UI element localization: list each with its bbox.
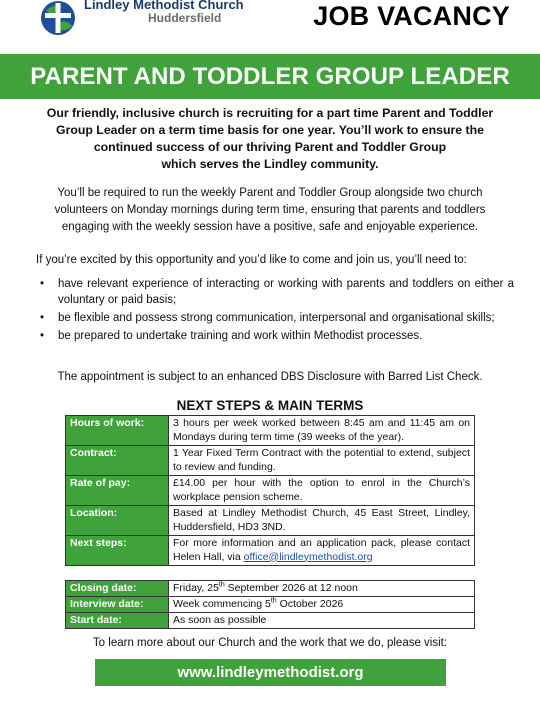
- interview-date-value: [169, 597, 475, 613]
- visit-prompt: To learn more about our Church and the work that we do, please visit:: [92, 637, 448, 649]
- requirement-text: have relevant experience of interacting or working with parents and toddlers on either a voluntary or paid basis;: [58, 278, 514, 306]
- dbs-note: The appointment is subject to an enhanced DBS Disclosure with Barred List Check.: [57, 371, 483, 383]
- intro-line: which serves the Lindley community.: [161, 157, 379, 171]
- list-item: [40, 276, 514, 308]
- page-heading: JOB VACANCY: [313, 1, 510, 31]
- intro-line: continued success of our thriving Parent and Toddler Group: [93, 140, 447, 154]
- email-link[interactable]: office@lindleymethodist.org: [243, 550, 373, 563]
- description-line: engaging with the weekly session have a positive, safe and enjoyable experience.: [61, 221, 479, 233]
- section-heading: NEXT STEPS & MAIN TERMS: [176, 398, 364, 413]
- list-item: [40, 310, 514, 326]
- terms-table: [65, 415, 475, 566]
- bullet-icon: •: [40, 330, 45, 342]
- job-title-banner: PARENT AND TODDLER GROUP LEADER: [0, 54, 540, 99]
- start-date-value: As soon as possible: [169, 613, 475, 629]
- bullet-icon: •: [40, 312, 45, 324]
- table-row: [66, 476, 475, 506]
- requirement-text: be flexible and possess strong communication, interpersonal and organisational skills;: [58, 312, 495, 324]
- interview-date-label: Interview date:: [66, 597, 169, 613]
- table-row: [66, 506, 475, 536]
- next-steps-text: For more information and an application pack, please contact Helen Hall, via: [173, 537, 470, 563]
- term-value: 3 hours per week worked between 8:45 am and 11:45 am on Mondays during term time (39 weeks of the year).: [169, 416, 475, 446]
- term-label: Next steps:: [66, 536, 169, 566]
- org-location: Huddersfield: [148, 11, 222, 25]
- interview-date-day: Week commencing 5: [173, 598, 271, 610]
- description-line: volunteers on Monday mornings during term time, ensuring that parents and toddlers: [54, 204, 486, 216]
- intro-line: Our friendly, inclusive church is recruiting for a part time Parent and Toddler: [46, 106, 494, 120]
- start-date-label: Start date:: [66, 613, 169, 629]
- table-row: [66, 416, 475, 446]
- requirement-text: be prepared to undertake training and work within Methodist processes.: [58, 330, 423, 342]
- term-label: Location:: [66, 506, 169, 536]
- role-description: [20, 185, 520, 236]
- table-row: [66, 446, 475, 476]
- cross-globe-logo-icon: [40, 0, 76, 36]
- table-row: [66, 597, 475, 613]
- description-line: You’ll be required to run the weekly Parent and Toddler Group alongside two church: [57, 187, 483, 199]
- intro-line: Group Leader on a term time basis for one year. You’ll work to ensure the: [56, 123, 484, 137]
- term-label: Contract:: [66, 446, 169, 476]
- org-name: Lindley Methodist Church: [84, 0, 244, 12]
- table-row: [66, 536, 475, 566]
- closing-date-label: Closing date:: [66, 581, 169, 597]
- term-label: Rate of pay:: [66, 476, 169, 506]
- requirements-lead-in: If you’re excited by this opportunity and you’d like to come and join us, you’ll need to:: [36, 254, 467, 266]
- closing-date-rest: September 2026 at 12 noon: [224, 582, 358, 594]
- dates-table: [65, 580, 475, 629]
- website-link[interactable]: www.lindleymethodist.org: [95, 659, 446, 686]
- term-value: 1 Year Fixed Term Contract with the potential to extend, subject to review and funding.: [169, 446, 475, 476]
- header: [0, 0, 540, 44]
- ordinal-suffix: th: [218, 581, 225, 589]
- table-row: [66, 581, 475, 597]
- intro-paragraph: [20, 105, 520, 173]
- interview-date-rest: October 2026: [276, 598, 344, 610]
- list-item: [40, 328, 514, 344]
- closing-date-value: [169, 581, 475, 597]
- table-row: [66, 613, 475, 629]
- term-label: Hours of work:: [66, 416, 169, 446]
- term-value: [169, 536, 475, 566]
- term-value: Based at Lindley Methodist Church, 45 East Street, Lindley, Huddersfield, HD3 3ND.: [169, 506, 475, 536]
- bullet-icon: •: [40, 278, 45, 290]
- term-value: £14.00 per hour with the option to enrol in the Church’s workplace pension scheme.: [169, 476, 475, 506]
- closing-date-day: Friday, 25: [173, 582, 219, 594]
- ordinal-suffix: th: [270, 597, 277, 605]
- requirements-list: [40, 276, 514, 346]
